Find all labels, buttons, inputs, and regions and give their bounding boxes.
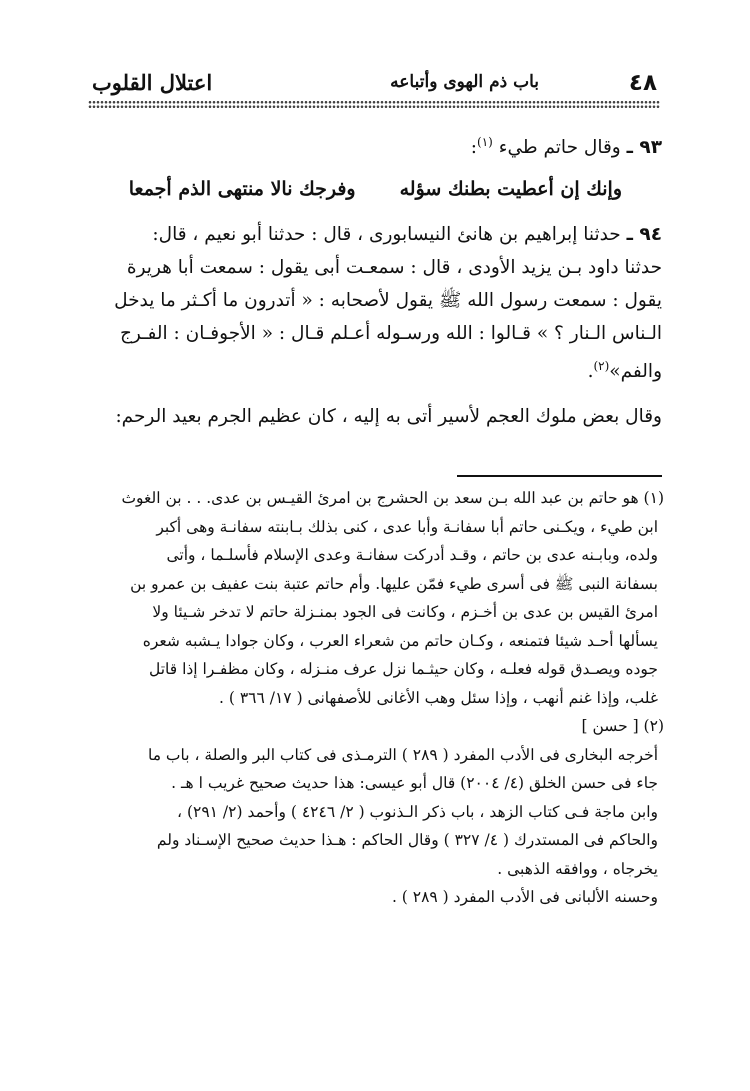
main-text — [88, 126, 662, 433]
footnote-1-line: ولده، وبابـنه عدى بن حاتم ، وقـد أدركت سفانـة وعدى الإسلام فأسلـما ، وأتى — [166, 546, 658, 564]
footnotes — [88, 484, 664, 912]
text-line-content: حدثنا إبراهيم بن هانئ النيسابورى ، قال : حدثنا أبو نعيم ، قال: — [152, 224, 621, 246]
text-line: الـناس الـنار ؟ » قـالوا : الله ورسـوله أعـلم قـال : « الأجوفـان : الفـرج — [119, 323, 662, 345]
footnote-ref: (٢) — [593, 359, 610, 374]
footnote-1-line: جوده ويصـدق قوله فعلـه ، وكان حيثـما نزل عرف منـزله ، وكان مظفـرا إذا قاتل — [148, 660, 658, 678]
chapter-title: باب ذم الهوى وأتباعه — [390, 72, 539, 92]
text-line — [88, 218, 662, 251]
footnote-1-line: (١) هو حاتم بن عبد الله بـن سعد بن الحشرج بن امرئ القيـس بن عدى. . . بن الغوث — [121, 489, 664, 507]
paragraph-last: وقال بعض ملوك العجم لأسير أتى به إليه ، كان عظيم الجرم بعيد الرحم: — [115, 406, 662, 428]
text-line: يقول : سمعت رسول الله ﷺ يقول لأصحابه : « أتدرون ما أكـثر ما يدخل — [114, 290, 662, 312]
text-line: حدثنا داود بـن يزيد الأودى ، قال : سمعـت أبى يقول : سمعت أبا هريرة — [126, 257, 662, 279]
footnote-divider — [457, 475, 662, 477]
footnote-2-line: يخرجاه ، ووافقه الذهبى . — [497, 859, 658, 878]
footnote-1-line: امرئ القيس بن عدى بن أخـزم ، وكانت فى الجود بمنـزلة حاتم لا تدخر شـيئا ولا — [152, 603, 658, 621]
punctuation: : — [470, 137, 478, 159]
paragraph-text: وقال حاتم طيء — [498, 137, 621, 159]
book-title: اعتلال القلوب — [92, 70, 213, 95]
header-divider — [88, 100, 660, 109]
footnote-ref: (١) — [477, 135, 493, 149]
poem-verse — [88, 172, 662, 206]
footnote-2-line: جاء فى حسن الخلق (٤/ ٢٠٠٤) قال أبو عيسى: هذا حديث صحيح غريب ا هـ . — [171, 774, 658, 792]
page-number: ٤٨ — [628, 70, 657, 96]
footnote-2-line: وابن ماجة فـى كتاب الزهد ، باب ذكر الـذنوب ( ٢/ ٤٢٤٦ ) وأحمد (٢/ ٢٩١) ، — [177, 802, 658, 821]
footnote-2-line: وحسنه الألبانى فى الأدب المفرد ( ٢٨٩ ) . — [391, 888, 658, 906]
paragraph-93 — [88, 126, 662, 164]
punctuation: . — [587, 361, 594, 383]
footnote-2-heading: (٢) [ حسن ] — [581, 717, 664, 735]
footnote-2-line: أخرجه البخارى فى الأدب المفرد ( ٢٨٩ ) الترمـذى فى كتاب البر والصلة ، باب ما — [147, 745, 658, 764]
item-number: ٩٣ ـ — [626, 137, 662, 159]
verse-hemistich-1: وإنك إن أعطيت بطنك سؤله — [399, 178, 622, 201]
item-number: ٩٤ ـ — [626, 224, 662, 246]
footnote-1-line: ابن طيء ، ويكـنى حاتم أبا سفانـة وأبا عدى ، كنى بذلك بـابنته سفانـة وهى أكبر — [156, 517, 658, 536]
footnote-1-line: بسفانة النبى ﷺ فى أسرى طيء فمّن عليها. وأم حاتم عتبة بنت عفيف بن عمرو بن — [130, 574, 658, 593]
verse-hemistich-2: وفرجك نالا منتهى الذم أجمعا — [128, 178, 356, 201]
text-line — [88, 350, 662, 388]
footnote-1-line: غلب، وإذا غنم أنهب ، وإذا سئل وهب الأغانى للأصفهانى ( ١٧/ ٣٦٦ ) . — [219, 688, 658, 707]
footnote-2-line: والحاكم فى المستدرك ( ٤/ ٣٢٧ ) وقال الحاكم : هـذا حديث صحيح الإسـناد ولم — [156, 831, 658, 849]
text-line-content: والفم» — [609, 361, 662, 383]
paragraph-94 — [88, 218, 662, 388]
footnote-1-line: يسألها أحـد شيئا فتمنعه ، وكـان حاتم من شعراء العرب ، وكان جوادا يـشبه شعره — [142, 631, 658, 650]
running-header — [92, 70, 657, 100]
